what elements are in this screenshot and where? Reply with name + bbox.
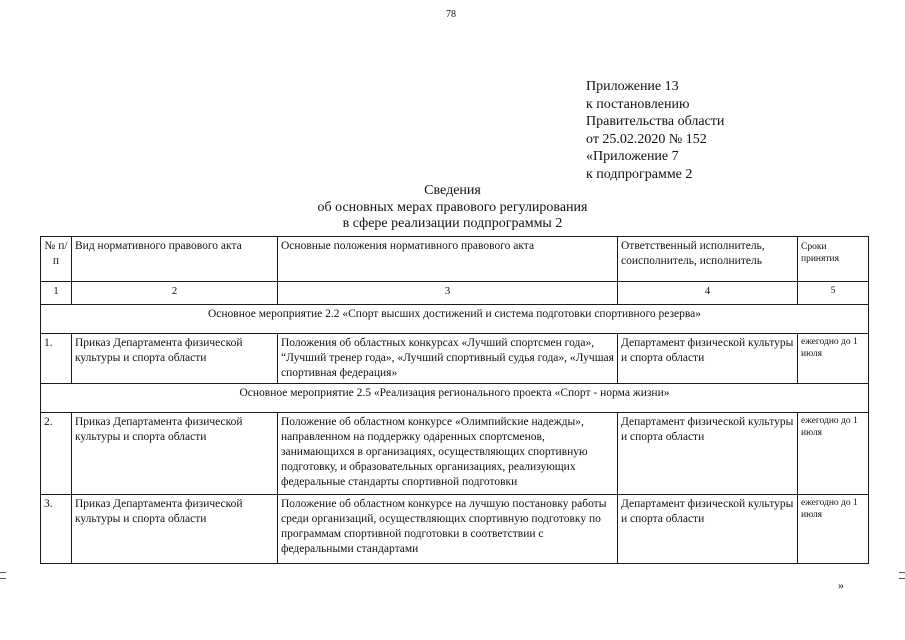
table-header-row xyxy=(41,237,869,282)
section-title: Основное мероприятие 2.2 «Спорт высших достижений и система подготовки спортивного резерва» xyxy=(41,305,869,334)
regulation-table xyxy=(40,236,869,564)
appendix-line: от 25.02.2020 № 152 xyxy=(586,131,707,147)
header-act-type: Вид нормативного правового акта xyxy=(72,237,278,282)
document-heading xyxy=(0,183,905,233)
column-number: 2 xyxy=(72,282,278,305)
column-number: 4 xyxy=(618,282,798,305)
heading-title: Сведения xyxy=(424,183,481,198)
heading-subtitle: об основных мерах правового регулирования xyxy=(317,199,588,215)
row-provisions: Положение об областном конкурсе на лучшую постановку работы среди организаций, осуществляющих спортивную подготовку по программам спортивной подготовки в соответствии с федеральными стандартами xyxy=(278,495,618,564)
section-title: Основное мероприятие 2.5 «Реализация регионального проекта «Спорт - норма жизни» xyxy=(41,384,869,413)
header-deadline: Сроки принятия xyxy=(798,237,869,282)
row-number: 1. xyxy=(41,334,72,384)
section-row xyxy=(41,384,869,413)
table-row xyxy=(41,334,869,384)
row-executor: Департамент физической культуры и спорта области xyxy=(618,413,798,495)
column-number: 3 xyxy=(278,282,618,305)
header-number: № п/п xyxy=(41,237,72,282)
row-provisions: Положение об областном конкурсе «Олимпийские надежды», направленном на поддержку одаренных спортсменов, занимающихся в организациях, осуществляющих спортивную подготовку, и образовательных организациях, реализующих федеральные стандарты спортивной подготовки xyxy=(278,413,618,495)
scan-edge-mark xyxy=(0,578,6,579)
appendix-block xyxy=(586,78,724,184)
scan-edge-mark xyxy=(899,572,905,573)
appendix-line: к постановлению xyxy=(586,96,690,112)
column-number: 5 xyxy=(798,282,869,305)
table-row xyxy=(41,495,869,564)
row-number: 2. xyxy=(41,413,72,495)
appendix-line: Правительства области xyxy=(586,114,725,130)
scan-edge-mark xyxy=(0,572,6,573)
row-deadline: ежегодно до 1 июля xyxy=(798,495,869,564)
row-provisions: Положения об областных конкурсах «Лучший спортсмен года», “Лучший тренер года», «Лучший спортивный судья года», «Лучшая спортивная федерация» xyxy=(278,334,618,384)
row-act-type: Приказ Департамента физической культуры и спорта области xyxy=(72,413,278,495)
header-provisions: Основные положения нормативного правового акта xyxy=(278,237,618,282)
column-number-row xyxy=(41,282,869,305)
row-act-type: Приказ Департамента физической культуры и спорта области xyxy=(72,334,278,384)
scan-edge-mark xyxy=(899,578,905,579)
row-number: 3. xyxy=(41,495,72,564)
appendix-line: «Приложение 7 xyxy=(586,149,679,165)
section-row xyxy=(41,305,869,334)
table-row xyxy=(41,413,869,495)
row-executor: Департамент физической культуры и спорта области xyxy=(618,334,798,384)
appendix-line: к подпрограмме 2 xyxy=(586,166,693,182)
column-number: 1 xyxy=(41,282,72,305)
row-act-type: Приказ Департамента физической культуры и спорта области xyxy=(72,495,278,564)
closing-quote: » xyxy=(838,578,844,592)
page-number: 78 xyxy=(446,9,456,20)
heading-subtitle: в сфере реализации подпрограммы 2 xyxy=(342,216,563,231)
header-executor: Ответственный исполнитель, соисполнитель, исполнитель xyxy=(618,237,798,282)
appendix-line: Приложение 13 xyxy=(586,79,679,94)
row-deadline: ежегодно до 1 июля xyxy=(798,413,869,495)
row-executor: Департамент физической культуры и спорта области xyxy=(618,495,798,564)
row-deadline: ежегодно до 1 июля xyxy=(798,334,869,384)
